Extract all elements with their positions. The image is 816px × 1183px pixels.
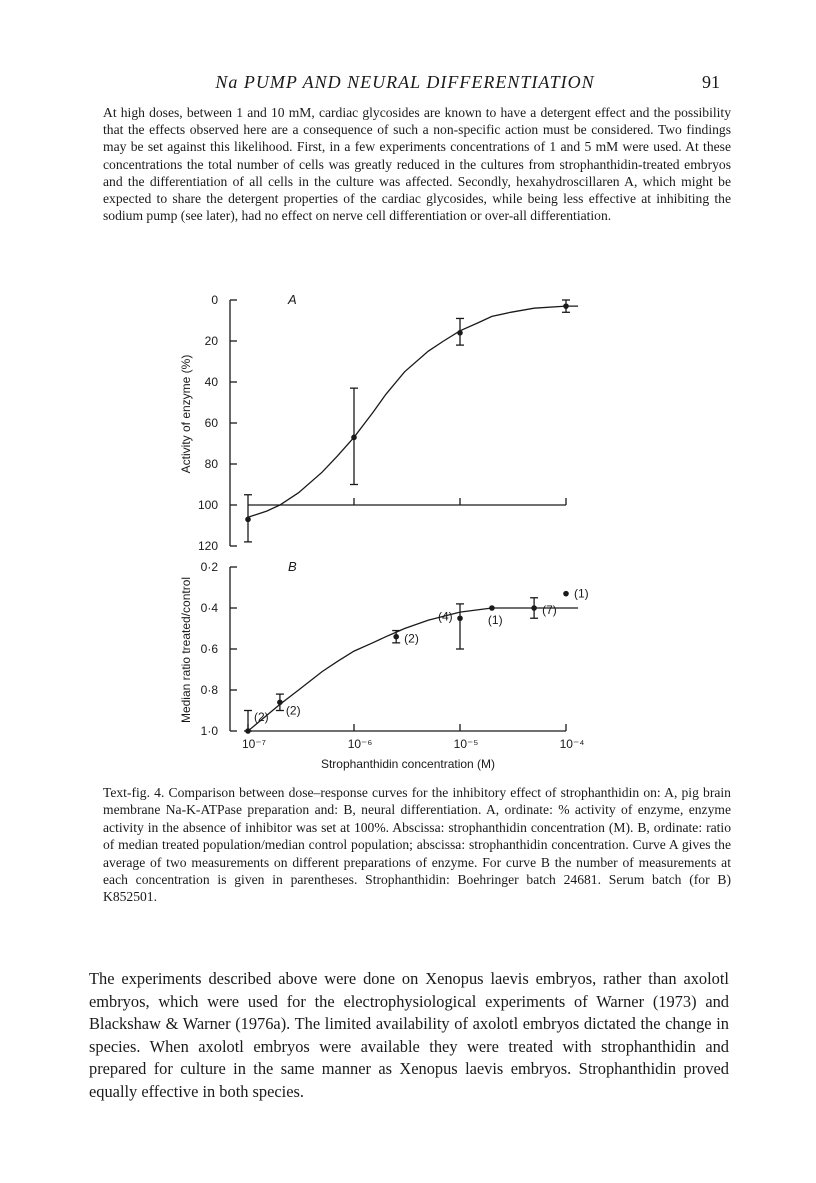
panel-b-data-point [563, 591, 569, 597]
panel-a-data-point [351, 435, 357, 441]
panel-b-n-label: (2) [254, 710, 269, 724]
panel-a-y-tick-label: 100 [197, 498, 218, 512]
panel-b-data-point [277, 700, 283, 706]
panel-a-ylabel: Activity of enzyme (%) [179, 354, 193, 474]
panel-b-y-tick-label: 0·8 [200, 683, 218, 697]
panel-a-data-point [245, 517, 251, 523]
panel-b-n-label: (2) [285, 703, 301, 718]
panel-a-data-point [457, 330, 463, 336]
x-tick-label: 10⁻⁵ [453, 737, 479, 751]
dose-response-chart [160, 280, 620, 780]
panel-b-n-label: (2) [404, 631, 419, 646]
x-tick-label: 10⁻⁴ [559, 737, 585, 751]
panel-b-data-point [531, 605, 537, 611]
caption-label: Text-fig. 4. [103, 785, 165, 800]
panel-a-y-tick-label: 20 [204, 334, 218, 348]
bottom-paragraph: The experiments described above were done on Xenopus laevis embryos, rather than axolotl embryos, which were used for the electrophysiological experiments of Warner (1973) and Blackshaw & Warner (1976a). The limited availability of axolotl embryos dictated the change in species. When axolotl embryos were available they were treated with strophanthidin and prepared for culture in the same manner as Xenopus laevis embryos. Strophanthidin proved equally effective in both species. [89, 969, 729, 1101]
panel-a-y-tick-label: 120 [197, 539, 218, 553]
panel-a-y-tick-label: 0 [211, 293, 218, 307]
x-tick-label: 10⁻⁷ [241, 737, 267, 751]
panel-b-n-label: (7) [542, 603, 557, 617]
panel-a-y-tick-label: 60 [204, 416, 218, 430]
x-axis-label: Strophanthidin concentration (M) [320, 757, 496, 771]
panel-b-n-label: (1) [487, 613, 503, 627]
panel-a-axes [198, 293, 566, 553]
panel-b-data-point [393, 634, 399, 640]
panel-b-n-label: (4) [438, 609, 453, 624]
panel-b-ylabel: Median ratio treated/control [179, 576, 193, 724]
page-number: 91 [702, 72, 720, 92]
panel-b-data-point [489, 605, 495, 611]
panel-b-data-point [245, 728, 251, 734]
panel-b-label: B [288, 559, 297, 574]
figure-caption [103, 784, 731, 906]
panel-b-marks [244, 587, 589, 734]
panel-a-label: A [288, 292, 297, 307]
panel-b-n-label: (1) [574, 586, 589, 601]
x-tick-label: 10⁻⁶ [347, 737, 373, 751]
panel-b-y-tick-label: 0·4 [200, 601, 218, 615]
panel-b-y-tick-label: 0·2 [200, 560, 218, 574]
panel-a-y-tick-label: 80 [204, 457, 218, 471]
top-paragraph: At high doses, between 1 and 10 mM, cardiac glycosides are known to have a detergent effect and the possibility that the effects observed here are a consequence of such a non-specific action must be considered. Two findings may be set against this likelihood. First, in a few experiments concentrations of 1 and 5 mM were used. At these concentrations the total number of cells was greatly reduced in the cultures from strophanthidin-treated embryos and the differentiation of all cells in the culture was affected. Secondly, hexahydroscillaren A, which might be expected to share the detergent properties of the cardiac glycosides, while being less effective at inhibiting the sodium pump (see later), had no effect on nerve cell differentiation or over-all differentiation. [103, 105, 731, 224]
figure [160, 280, 620, 780]
panel-a-y-tick-label: 40 [204, 375, 218, 389]
panel-b-y-tick-label: 1·0 [200, 724, 218, 738]
panel-a-fit-curve [248, 306, 578, 517]
running-title: Na PUMP AND NEURAL DIFFERENTIATION [215, 72, 595, 92]
caption-text: Comparison between dose–response curves for the inhibitory effect of strophanthidin on: A, pig brain membrane Na-K-ATPase preparation and: B, neural differentiation. A, ordinate: % activity of enzyme, enzyme activity in the absence of inhibitor was set at 100%. Abscissa: strophanthidin concentration (M). B, ordinate: ratio of median treated population/median control population; abscissa: strophanthidin concentration. Curve A gives the average of two measurements on different preparations of enzyme. For curve B the number of measurements at each concentration is given in parentheses. Strophanthidin: Boehringer batch 24681. Serum batch (for B) K852501. [103, 785, 731, 905]
panel-a-data-point [563, 303, 569, 309]
panel-b-y-tick-label: 0·6 [200, 642, 218, 656]
panel-b-data-point [457, 615, 463, 621]
